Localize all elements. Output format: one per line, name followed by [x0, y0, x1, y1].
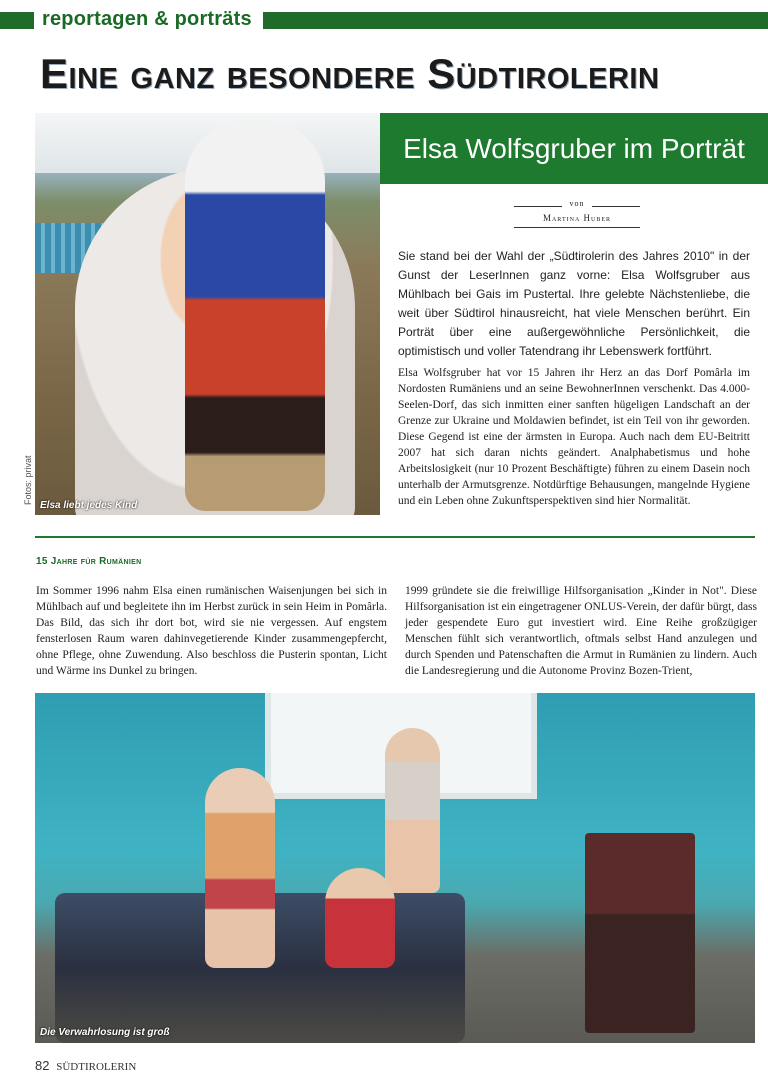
page-footer — [35, 1058, 136, 1073]
byline-von: von — [562, 199, 592, 208]
stove — [585, 833, 695, 1033]
section-bar-right — [263, 12, 768, 29]
column-right-text: 1999 gründete sie die freiwillige Hilfsorganisation „Kinder in Not". Diese Hilfsorganisation ist ein eingetragener ONLUS-Verein, der dafür bürgt, dass jeder gespendete Euro gut investiert wird. Eine Reihe großzügiger Menschen fühlt sich verantwortlich, oftmals selbst Hand anzulegen und durch Spenden und Patenschaften die Armut in Rumänien zu lindern. Auch die Landesregierung und die Autonome Provinz Bozen-Trient, — [405, 585, 757, 677]
column-left-text: Im Sommer 1996 nahm Elsa einen rumänischen Waisenjungen bei sich in Mühlbach auf und begleitete ihn im Herbst zurück in sein Heim in Pomârla. Das Bild, das sich ihr dort bot, wird sie nie vergessen. Auf engstem fensterlosen Raum waren dahinvegetierende Kinder zusammengepfercht, ohne Pflege, ohne Zuwendung. Also beschloss die Pusterin spontan, Licht und Wärme ins Dunkel zu bringen. — [36, 585, 387, 677]
portrait-caption: Elsa liebt jedes Kind — [40, 500, 138, 511]
room-photo — [35, 693, 755, 1043]
room-caption: Die Verwahrlosung ist groß — [40, 1027, 170, 1038]
child-figure — [185, 121, 325, 511]
intro-paragraph: Elsa Wolfsgruber hat vor 15 Jahren ihr Herz an das Dorf Pomârla im Nordosten Rumäniens und an seine BewohnerInnen verschenkt. Das 4.000-Seelen-Dorf, das sich inmitten einer sanften hügeligen Landschaft an der Grenze zur Ukraine und Moldawien befindet, ist ein Teil von ihr geworden. Diese Gegend ist eine der ärmsten in Europa. Auch nach dem EU-Beitritt 2007 hat sich daran nichts geändert. Analphabetismus und hohe Arbeitslosigkeit (nur 10 Prozent Beschäftigte) führen zu einem Dasein noch unterhalb der Armutsgrenze. Notdürftige Behausungen, mangelnde Hygiene und ein Leben ohne Zukunftsperspektiven sind hier Normalität. — [398, 367, 750, 507]
section-label: reportagen & porträts — [42, 8, 252, 30]
byline — [514, 199, 640, 228]
page-number: 82 — [35, 1058, 50, 1073]
photo-credit: Fotos: privat — [23, 455, 33, 505]
subtitle: Elsa Wolfsgruber im Porträt — [403, 132, 745, 164]
child-by-window — [385, 728, 440, 893]
portrait-photo — [35, 113, 380, 515]
section-bar-left — [0, 12, 34, 29]
standing-child — [205, 768, 275, 968]
headline: Eine ganz besondere Südtirolerin — [40, 50, 660, 97]
lead-paragraph: Sie stand bei der Wahl der „Südtirolerin des Jahres 2010" in der Gunst der LeserInnen ganz vorne: Elsa Wolfsgruber aus Mühlbach bei Gais im Pustertal. Ihre gelebte Nächstenliebe, die weit über Südtirol hinausreicht, hat viele Menschen berührt. Ein Porträt über eine außergewöhnliche Persönlichkeit, die optimistisch und voller Tatendrang ihr Lebenswerk fortführt. — [398, 249, 750, 358]
magazine-name: SÜDTIROLERIN — [56, 1061, 137, 1073]
byline-author: Martina Huber — [542, 213, 612, 223]
subheading: 15 Jahre für Rumänien — [36, 556, 142, 567]
section-divider — [35, 536, 755, 538]
sitting-child — [325, 868, 395, 968]
